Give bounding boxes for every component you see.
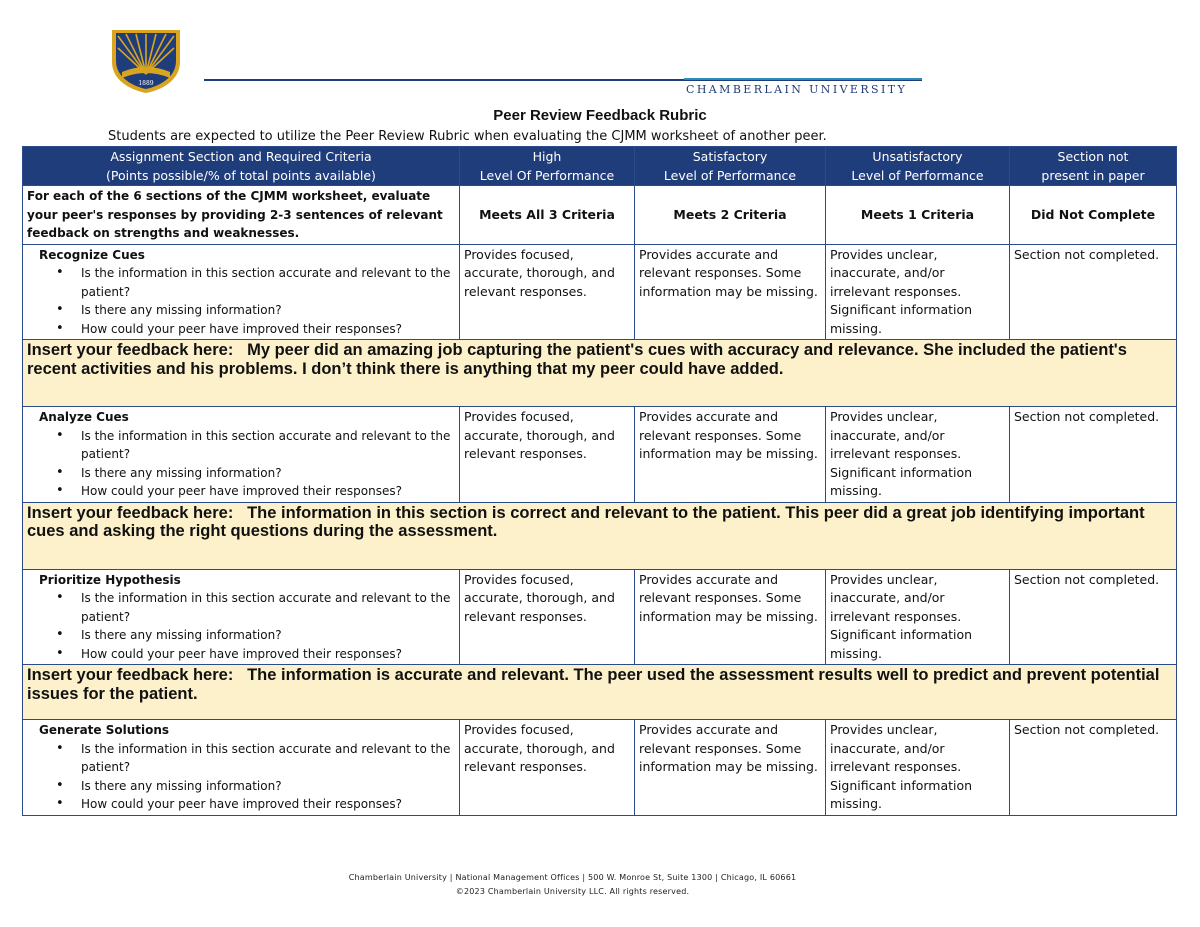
section-criteria-cell <box>23 569 460 665</box>
question-item: • Is the information in this section accurate and relevant to the patient? <box>81 427 455 464</box>
section-row <box>23 720 1177 816</box>
header-criteria-line2: (Points possible/% of total points available) <box>106 168 376 183</box>
descriptor-unsatisfactory: Provides unclear, inaccurate, and/or irrelevant responses. Significant information missing. <box>826 569 1010 665</box>
criteria-label-satisfactory: Meets 2 Criteria <box>635 186 826 245</box>
feedback-text: The information is accurate and relevant. The peer used the assessment results well to predict and prevent potential issues for the patient. <box>27 666 1160 703</box>
section-criteria-cell <box>23 720 460 816</box>
section-criteria-cell <box>23 407 460 503</box>
descriptor-satisfactory: Provides accurate and relevant responses. Some information may be missing. <box>635 569 826 665</box>
page-subtitle: Students are expected to utilize the Peer Review Rubric when evaluating the CJMM worksheet of another peer. <box>108 129 827 144</box>
question-item: • Is there any missing information? <box>81 464 455 483</box>
question-list <box>27 427 455 501</box>
section-row <box>23 407 1177 503</box>
descriptor-satisfactory: Provides accurate and relevant responses. Some information may be missing. <box>635 244 826 340</box>
header-high-line1: High <box>532 149 562 164</box>
question-item: • Is the information in this section accurate and relevant to the patient? <box>81 589 455 626</box>
descriptor-satisfactory: Provides accurate and relevant responses. Some information may be missing. <box>635 407 826 503</box>
section-title: Analyze Cues <box>39 410 129 424</box>
header-not-present-line1: Section not <box>1057 149 1129 164</box>
criteria-label-unsatisfactory: Meets 1 Criteria <box>826 186 1010 245</box>
header-unsatisfactory-line1: Unsatisfactory <box>872 149 963 164</box>
feedback-text: My peer did an amazing job capturing the patient's cues with accuracy and relevance. She included the patient's recent activities and his problems. I don’t think there is anything that my peer could have added. <box>27 341 1127 378</box>
question-item: • Is the information in this section accurate and relevant to the patient? <box>81 264 455 301</box>
descriptor-high: Provides focused, accurate, thorough, and relevant responses. <box>460 720 635 816</box>
header-not-present <box>1010 147 1177 186</box>
criteria-label-not-present: Did Not Complete <box>1010 186 1177 245</box>
table-header-row <box>23 147 1177 186</box>
descriptor-unsatisfactory: Provides unclear, inaccurate, and/or irrelevant responses. Significant information missing. <box>826 244 1010 340</box>
feedback-row <box>23 665 1177 720</box>
chamberlain-shield-logo <box>108 28 184 94</box>
header-divider-accent <box>684 78 922 80</box>
section-row <box>23 569 1177 665</box>
section-criteria-cell <box>23 244 460 340</box>
question-item: • Is the information in this section accurate and relevant to the patient? <box>81 740 455 777</box>
feedback-label: Insert your feedback here: <box>27 666 234 684</box>
section-title: Recognize Cues <box>39 247 145 262</box>
instruction-text: For each of the 6 sections of the CJMM worksheet, evaluate your peer's responses by providing 2-3 sentences of relevant feedback on strengths and weaknesses. <box>23 186 460 245</box>
header-unsatisfactory-line2: Level of Performance <box>851 168 984 183</box>
descriptor-high: Provides focused, accurate, thorough, and relevant responses. <box>460 407 635 503</box>
header-unsatisfactory <box>826 147 1010 186</box>
criteria-label-high: Meets All 3 Criteria <box>460 186 635 245</box>
question-item: • Is there any missing information? <box>81 626 455 645</box>
question-item: • How could your peer have improved their responses? <box>81 795 455 814</box>
question-item: • How could your peer have improved their responses? <box>81 320 455 339</box>
descriptor-not-present: Section not completed. <box>1010 407 1177 503</box>
section-row <box>23 244 1177 340</box>
descriptor-not-present: Section not completed. <box>1010 720 1177 816</box>
question-item: • How could your peer have improved their responses? <box>81 482 455 501</box>
header-satisfactory-line2: Level of Performance <box>663 168 797 183</box>
page-title: Peer Review Feedback Rubric <box>493 107 707 124</box>
feedback-text: The information in this section is correct and relevant to the patient. This peer did a great job identifying important cues and asking the right questions during the assessment. <box>27 503 1145 540</box>
instruction-row <box>23 186 1177 245</box>
question-item: • Is there any missing information? <box>81 777 455 796</box>
descriptor-unsatisfactory: Provides unclear, inaccurate, and/or irrelevant responses. Significant information missing. <box>826 720 1010 816</box>
question-item: • Is there any missing information? <box>81 301 455 320</box>
header-high-line2: Level Of Performance <box>479 168 615 183</box>
feedback-row <box>23 340 1177 407</box>
question-item: • How could your peer have improved their responses? <box>81 645 455 664</box>
header-criteria <box>23 147 460 186</box>
footer-copyright: ©2023 Chamberlain University LLC. All rights reserved. <box>455 887 690 896</box>
feedback-cell[interactable] <box>23 340 1177 407</box>
feedback-label: Insert your feedback here: <box>27 341 234 359</box>
feedback-row <box>23 502 1177 569</box>
header-satisfactory-line1: Satisfactory <box>692 149 768 164</box>
university-name: CHAMBERLAIN UNIVERSITY <box>686 83 908 96</box>
descriptor-high: Provides focused, accurate, thorough, and relevant responses. <box>460 569 635 665</box>
descriptor-unsatisfactory: Provides unclear, inaccurate, and/or irrelevant responses. Significant information missing. <box>826 407 1010 503</box>
header-not-present-line2: present in paper <box>1041 168 1145 183</box>
feedback-cell[interactable] <box>23 502 1177 569</box>
section-title: Prioritize Hypothesis <box>39 572 181 587</box>
descriptor-not-present: Section not completed. <box>1010 569 1177 665</box>
descriptor-satisfactory: Provides accurate and relevant responses. Some information may be missing. <box>635 720 826 816</box>
descriptor-not-present: Section not completed. <box>1010 244 1177 340</box>
question-list <box>27 740 455 814</box>
feedback-label: Insert your feedback here: <box>27 503 234 522</box>
header-criteria-line1: Assignment Section and Required Criteria <box>110 149 372 164</box>
section-title: Generate Solutions <box>39 723 170 737</box>
logo-year: 1889 <box>138 80 154 87</box>
feedback-cell[interactable] <box>23 665 1177 720</box>
header-satisfactory <box>635 147 826 186</box>
header-high <box>460 147 635 186</box>
footer-address: Chamberlain University | National Management Offices | 500 W. Monroe St, Suite 1300 | Chicago, IL 60661 <box>348 873 797 882</box>
descriptor-high: Provides focused, accurate, thorough, and relevant responses. <box>460 244 635 340</box>
rubric-table <box>22 146 1177 816</box>
question-list <box>27 589 455 663</box>
question-list <box>27 264 455 338</box>
